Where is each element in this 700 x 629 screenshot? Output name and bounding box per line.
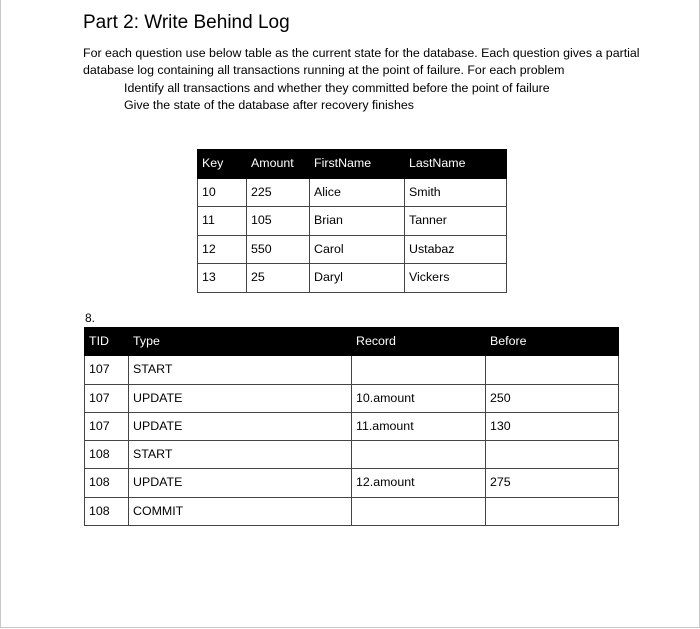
cell-amount: 550 — [247, 235, 310, 264]
cell-tid: 108 — [85, 497, 129, 525]
cell-firstname: Daryl — [310, 264, 405, 293]
cell-tid: 107 — [85, 384, 129, 412]
cell-type: UPDATE — [129, 384, 352, 412]
table-row — [198, 207, 507, 236]
table-row — [85, 469, 619, 497]
table-row — [85, 412, 619, 440]
cell-lastname: Vickers — [405, 264, 507, 293]
cell-tid: 107 — [85, 356, 129, 384]
header-tid: TID — [85, 328, 129, 356]
table-row — [198, 178, 507, 207]
cell-firstname: Brian — [310, 207, 405, 236]
cell-key: 10 — [198, 178, 247, 207]
instruction-identify: Identify all transactions and whether they committed before the point of failure — [124, 81, 550, 95]
page-title: Part 2: Write Behind Log — [83, 12, 290, 33]
header-type: Type — [129, 328, 352, 356]
cell-lastname: Ustabaz — [405, 235, 507, 264]
cell-amount: 25 — [247, 264, 310, 293]
table-row — [198, 264, 507, 293]
table-header-row — [85, 328, 619, 356]
header-before: Before — [486, 328, 619, 356]
table-row — [85, 384, 619, 412]
header-record: Record — [352, 328, 486, 356]
cell-type: COMMIT — [129, 497, 352, 525]
cell-record: 11.amount — [352, 412, 486, 440]
cell-before: 130 — [486, 412, 619, 440]
cell-before — [486, 356, 619, 384]
cell-before — [486, 497, 619, 525]
header-amount: Amount — [247, 150, 310, 179]
database-state-table — [197, 149, 507, 293]
cell-tid: 107 — [85, 412, 129, 440]
cell-type: START — [129, 356, 352, 384]
table-row — [85, 497, 619, 525]
cell-record — [352, 441, 486, 469]
cell-before — [486, 441, 619, 469]
cell-before: 250 — [486, 384, 619, 412]
transaction-log-table — [84, 327, 619, 526]
cell-record: 10.amount — [352, 384, 486, 412]
cell-key: 13 — [198, 264, 247, 293]
cell-record — [352, 497, 486, 525]
header-key: Key — [198, 150, 247, 179]
table-row — [85, 441, 619, 469]
cell-record: 12.amount — [352, 469, 486, 497]
cell-type: START — [129, 441, 352, 469]
cell-amount: 105 — [247, 207, 310, 236]
cell-record — [352, 356, 486, 384]
cell-firstname: Carol — [310, 235, 405, 264]
cell-tid: 108 — [85, 469, 129, 497]
cell-type: UPDATE — [129, 412, 352, 440]
cell-key: 12 — [198, 235, 247, 264]
cell-tid: 108 — [85, 441, 129, 469]
cell-lastname: Smith — [405, 178, 507, 207]
cell-type: UPDATE — [129, 469, 352, 497]
cell-amount: 225 — [247, 178, 310, 207]
intro-paragraph: For each question use below table as the current state for the database. Each question gives a partial database log containing all transactions running at the point of failure. For each problem — [83, 46, 640, 77]
table-row — [85, 356, 619, 384]
question-number: 8. — [85, 311, 96, 325]
header-lastname: LastName — [405, 150, 507, 179]
table-row — [198, 235, 507, 264]
table-header-row — [198, 150, 507, 179]
cell-before: 275 — [486, 469, 619, 497]
cell-firstname: Alice — [310, 178, 405, 207]
header-firstname: FirstName — [310, 150, 405, 179]
cell-key: 11 — [198, 207, 247, 236]
cell-lastname: Tanner — [405, 207, 507, 236]
instruction-state: Give the state of the database after recovery finishes — [124, 98, 414, 112]
